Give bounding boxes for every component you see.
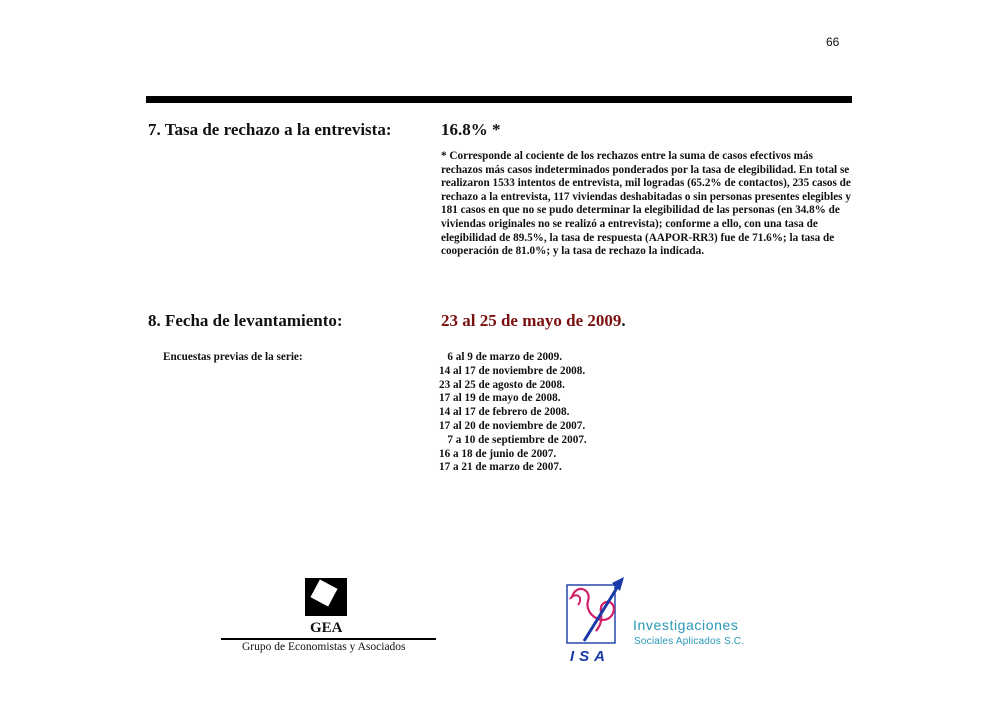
- gea-logo-icon: [305, 578, 347, 616]
- gea-logo-name: GEA: [310, 620, 343, 636]
- previous-surveys-list: [439, 351, 587, 475]
- previous-survey-date: 16 a 18 de junio de 2007.: [439, 447, 557, 460]
- fieldwork-date-period: .: [621, 311, 626, 330]
- fieldwork-date: 23 al 25 de mayo de 2009: [441, 311, 622, 330]
- isa-logo-subtitle: Sociales Aplicados S.C.: [634, 636, 745, 647]
- isa-logo-letters: ISA: [570, 648, 611, 665]
- isa-logo-icon: [562, 575, 634, 665]
- previous-survey-date: 23 al 25 de agosto de 2008.: [439, 378, 565, 391]
- section-8-value: [441, 311, 626, 331]
- gea-logo-divider: [221, 638, 436, 640]
- previous-surveys-label: Encuestas previas de la serie:: [163, 351, 303, 363]
- section-8-title: 8. Fecha de levantamiento:: [148, 311, 343, 330]
- page-number: 66: [826, 35, 840, 49]
- previous-survey-date: 6 al 9 de marzo de 2009.: [439, 351, 563, 363]
- section-7-title: 7. Tasa de rechazo a la entrevista:: [148, 120, 392, 139]
- previous-survey-date: 17 al 19 de mayo de 2008.: [439, 392, 561, 405]
- section-7-footnote: * Corresponde al cociente de los rechazos entre la suma de casos efectivos más rechazos más casos indeterminados ponderados por la tasa de elegibilidad. En total se realizaron 1533 intentos de entrevista, mil logradas (65.2% de contactos), 235 casos de rechazo a la entrevista, 117 viviendas deshabitadas o sin personas presentes elegibles y 181 casos en que no se pudo determinar la elegibilidad de las personas (en 34.8% de viviendas originales no se realizó a entrevista); conforme a ello, con una tasa de elegibilidad de 89.5%, la tasa de respuesta (AAPOR-RR3) fue de 71.6%; la tasa de cooperación de 81.0%; y la tasa de rechazo la indicada.: [441, 150, 851, 258]
- previous-survey-date: 17 al 20 de noviembre de 2007.: [439, 419, 586, 432]
- isa-logo-title: Investigaciones: [633, 617, 739, 633]
- section-7-value: 16.8% *: [441, 120, 501, 139]
- previous-survey-date: 14 al 17 de febrero de 2008.: [439, 406, 570, 419]
- header-rule: [146, 96, 852, 103]
- gea-logo-subtitle: Grupo de Economistas y Asociados: [242, 641, 406, 653]
- previous-survey-date: 14 al 17 de noviembre de 2008.: [439, 364, 586, 377]
- previous-survey-date: 17 a 21 de marzo de 2007.: [439, 461, 562, 474]
- previous-survey-date: 7 a 10 de septiembre de 2007.: [439, 433, 587, 446]
